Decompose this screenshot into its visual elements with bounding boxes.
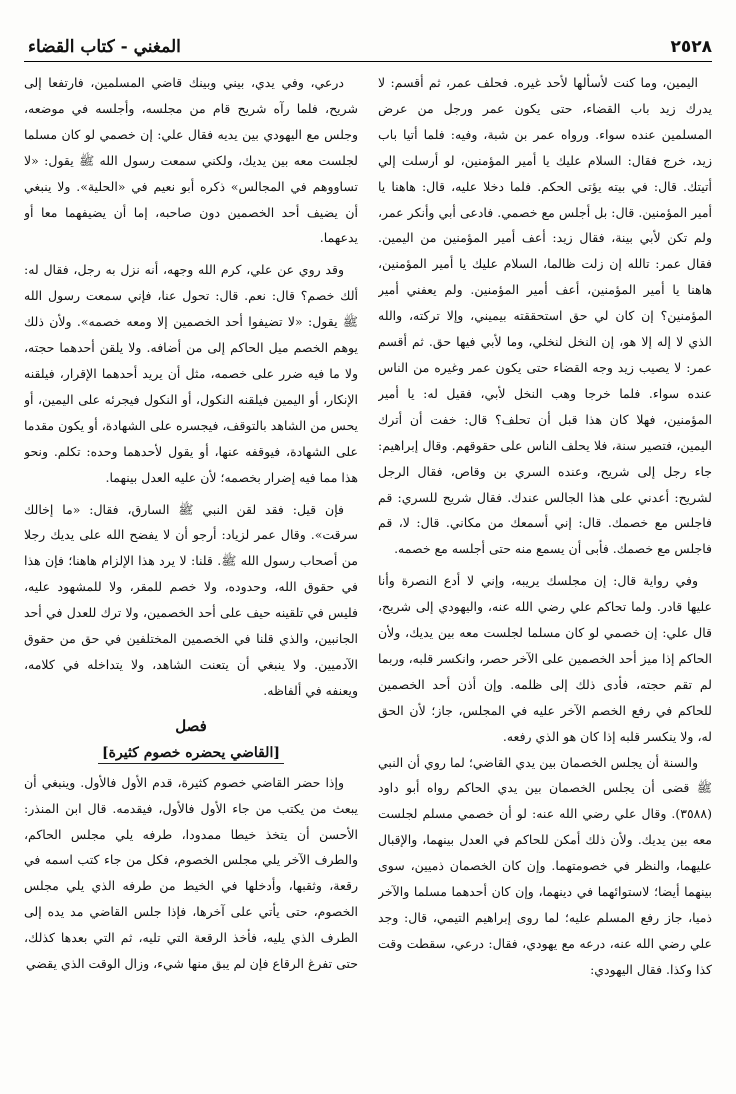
page-header xyxy=(24,34,712,58)
paragraph: وإذا حضر القاضي خصوم كثيرة، قدم الأول فالأول. وينبغي أن يبعث من يكتب من جاء الأول فالأول، فيقدمه. قال ابن المنذر: الأحسن أن يتخذ خيطا ممدودا، طرفه يلي مجلس الحاكم، والطرف الآخر يلي مجلس الخصوم، فكل من جاء كتب اسمه في رقعة، وثقبها، وأدخلها في الخيط من طرفه الذي يلي مجلس الخصوم، حتى يأتي على آخرها، فإذا جلس القاضي مد يده إلى الطرف الذي يليه، فأخذ الرقعة التي تليه، ثم التي بعدها كذلك، حتى تفرغ الرقاع فإن لم يبق منها شيء، وزال الوقت الذي يقضي xyxy=(24,774,358,972)
paragraph: درعي، وفي يدي، بيني وبينك قاضي المسلمين، فارتفعا إلى شريح، فلما رآه شريح قام من مجلسه، وأجلسه في موضعه، وجلس مع اليهودي بين يديه فقال علي: إن خصمي لو كان مسلما لجلست معه بين يديك، ولكني سمعت رسول الله ﷺ يقول: «لا تساووهم في المجالس» ذكره أبو نعيم في «الحلية». ولا ينبغي أن يضيف أحد الخصمين دون صاحبه، إما أن يضيفهما معا أو يدعهما. xyxy=(24,75,358,246)
header-rule xyxy=(24,61,712,62)
paragraph: والسنة أن يجلس الخصمان بين يدي القاضي؛ لما روي أن النبي ﷺ قضى أن يجلس الخصمان بين يدي الحاكم رواه أبو داود (٣٥٨٨). وقال علي رضي الله عنه: لو أن خصمي مسلم لجلست معه بين يديك. ولأن ذلك أمكن للحاكم في العدل بينهما، والإقبال عليهما، والنظر في خصومتهما. وإن كان الخصمان ذميين، سوى بينهما أيضا؛ لاستوائهما في دينهما، وإن كان أحدهما مسلما والآخر ذميا، جاز رفع المسلم عليه؛ لما روى إبراهيم التيمي، قال: وجد علي رضي الله عنه، درعه مع يهودي، فقال: درعي، سقطت وقت كذا وكذا. فقال اليهودي: xyxy=(378,754,712,977)
paragraph: اليمين، وما كنت لأسألها لأحد غيره. فحلف عمر، ثم أقسم: لا يدرك زيد باب القضاء، حتى يكون عمر ورجل من عرض المسلمين عنده سواء. ورواه عمر بن شبة، وفيه: فلما أتيا باب زيد، خرج فقال: السلام عليك يا أمير المؤمنين، لو أرسلت إلي أتيتك. قال: في بيته يؤتى الحكم. فلما دخلا عليه، قال: هاهنا يا أمير المؤمنين. قال: بل أجلس مع خصمي. فادعى أبي وأنكر عمر، ولم تكن لأبي بينة، فقال زيد: أعف أمير المؤمنين من اليمين. فقال عمر: تالله إن زلت ظالما، السلام عليك يا أمير المؤمنين، هاهنا يا أمير المؤمنين، أعف أمير المؤمنين. ولم يعفني أمير المؤمنين؟ إن كان لي حق استحققته بيميني، وإلا تركته، والله الذي لا إله إلا هو، إن النخل لنخلي، وما لأبي فيها حق. ثم أقسم عمر: لا يصيب زيد وجه القضاء حتى يكون عمر وغيره من الناس عنده سواء. فلما خرجا وهب النخل لأبي، فقيل له: يا أمير المؤمنين، فهلا كان هذا قبل أن تحلف؟ قال: خفت أن أترك اليمين، فتصير سنة، فلا يحلف الناس على حقوقهم. وقال إبراهيم: جاء رجل إلى شريح، وعنده السري بن وقاص، فقال الرجل لشريح: أعدني على هذا الجالس عندك. فقال شريح للسري: قم فاجلس مع خصمك. قال: إني أسمعك من مكاني. قال: لا، قم فاجلس مع خصمك. فأبى أن يسمع منه حتى أجلسه مع خصمه. xyxy=(378,75,712,557)
paragraph: فإن قيل: فقد لقن النبي ﷺ السارق، فقال: «ما إخالك سرقت». وقال عمر لزياد: أرجو أن لا يفضح الله على يديك رجلا من أصحاب رسول الله ﷺ. قلنا: لا يرد هذا الإلزام هاهنا؛ فإن هذا في حقوق الله، وحدوده، ولا خصم للمقر، ولا للمشهود عليه، فليس في تلقينه حيف على أحد الخصمين، ولا ترك للعدل في أحد الجانبين، والذي قلنا في الخصمين المختلفين في حق من حقوق الآدميين. ولا ينبغي أن يتعنت الشاهد، ولا يتداخله في كلامه، ويعنفه في ألفاظه. xyxy=(24,501,358,698)
page-number: ٢٥٢٨ xyxy=(670,37,712,57)
paragraph: وقد روي عن علي، كرم الله وجهه، أنه نزل به رجل، فقال له: ألك خصم؟ قال: نعم. قال: تحول عنا، فإني سمعت رسول الله ﷺ يقول: «لا تضيفوا أحد الخصمين إلا ومعه خصمه». ولأن ذلك يوهم الخصم ميل الحاكم إلى من أضافه. ولا يلقن أحدهما حجته، ولا ما فيه ضرر على خصمه، مثل أن يريد أحدهما الإقرار، فيلقنه الإنكار، أو اليمين فيلقنه النكول، أو النكول فيجرئه على اليمين، أو يحس من الشاهد بالتوقف، فيجسره على الشهادة، أو يكون مقدما على الشهادة، فيوقفه عنها، أو يقول لأحدهما وحده: تكلم. ونحو هذا مما فيه إضرار بخصمه؛ لأن عليه العدل بينهما. xyxy=(24,262,358,485)
section-subtitle-text: [القاضي يحضره خصوم كثيرة] xyxy=(98,745,284,764)
paragraph: وفي رواية قال: إن مجلسك يريبه، وإني لا أدع النصرة وأنا عليها قادر. ولما تحاكم علي رضي الله عنه، واليهودي إلى شريح، قال علي: إن خصمي لو كان مسلما لجلست معه بين يديك، ولأن الحاكم إذا ميز أحد الخصمين على الآخر حصر، وانكسر قلبه، وربما لم تقم حجته، فأدى ذلك إلى ظلمه. وإن أذن أحد الخصمين للحاكم في رفع الخصم الآخر عليه في المجلس، جاز؛ لأن الحق له، ولا ينكسر قلبه إذا كان هو الذي رفعه. xyxy=(378,573,712,744)
running-title: المغني - كتاب القضاء xyxy=(28,37,181,57)
section-subtitle xyxy=(24,742,358,764)
left-column xyxy=(24,70,358,1074)
section-title: فصل xyxy=(175,716,207,735)
text-columns xyxy=(24,70,712,1074)
right-column xyxy=(378,70,712,1074)
